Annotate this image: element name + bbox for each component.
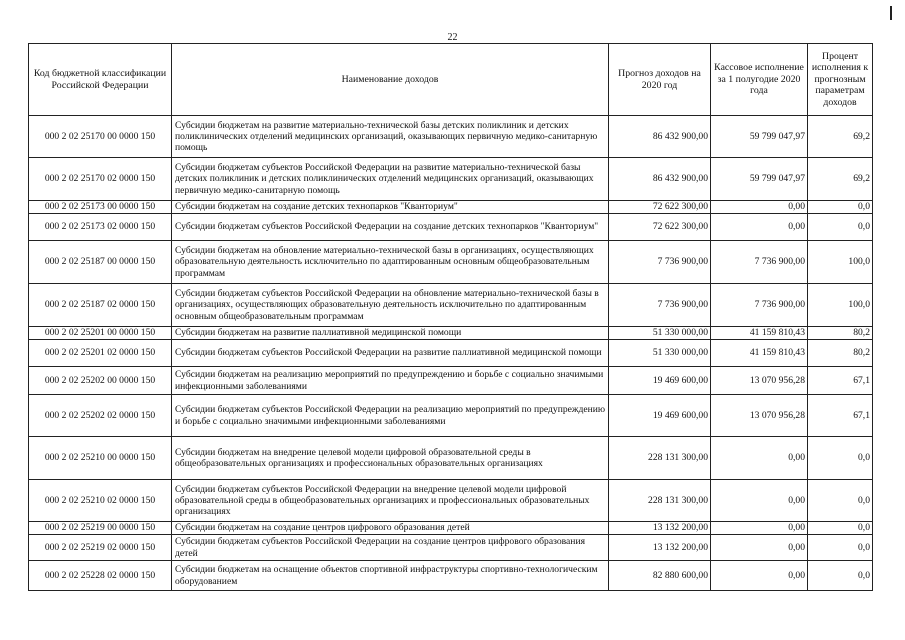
table-row bbox=[29, 116, 873, 158]
cell-code: 000 2 02 25201 02 0000 150 bbox=[29, 340, 172, 367]
cell-percent: 0,0 bbox=[808, 535, 873, 561]
table-row bbox=[29, 561, 873, 591]
cell-code: 000 2 02 25210 02 0000 150 bbox=[29, 480, 172, 522]
cell-cash: 0,00 bbox=[711, 561, 808, 591]
cell-code: 000 2 02 25187 00 0000 150 bbox=[29, 241, 172, 284]
cell-percent: 67,1 bbox=[808, 395, 873, 437]
header-cash: Кассовое исполнение за 1 полугодие 2020 года bbox=[711, 44, 808, 116]
table-row bbox=[29, 535, 873, 561]
cell-cash: 7 736 900,00 bbox=[711, 241, 808, 284]
cell-code: 000 2 02 25210 00 0000 150 bbox=[29, 437, 172, 480]
cell-cash: 0,00 bbox=[711, 535, 808, 561]
edge-mark bbox=[890, 6, 892, 20]
table-row bbox=[29, 214, 873, 241]
revenue-table bbox=[28, 43, 873, 591]
table-row bbox=[29, 201, 873, 214]
cell-code: 000 2 02 25173 02 0000 150 bbox=[29, 214, 172, 241]
table-row bbox=[29, 367, 873, 395]
cell-percent: 80,2 bbox=[808, 340, 873, 367]
cell-percent: 0,0 bbox=[808, 480, 873, 522]
cell-cash: 41 159 810,43 bbox=[711, 340, 808, 367]
cell-code: 000 2 02 25219 00 0000 150 bbox=[29, 522, 172, 535]
cell-name: Субсидии бюджетам субъектов Российской Федерации на развитие материально-технической базы детских поликлиник и детских поликлинических отделений медицинских организаций, оказывающих первичную медико-санитарную помощь bbox=[172, 158, 609, 201]
cell-cash: 13 070 956,28 bbox=[711, 367, 808, 395]
cell-name: Субсидии бюджетам на развитие материально-технической базы детских поликлиник и детских поликлинических отделений медицинских организаций, оказывающих первичную медико-санитарную помощь bbox=[172, 116, 609, 158]
cell-forecast: 51 330 000,00 bbox=[609, 340, 711, 367]
cell-cash: 41 159 810,43 bbox=[711, 327, 808, 340]
cell-name: Субсидии бюджетам субъектов Российской Федерации на внедрение целевой модели цифровой образовательной среды в общеобразовательных организациях и профессиональных образовательных организациях bbox=[172, 480, 609, 522]
cell-code: 000 2 02 25201 00 0000 150 bbox=[29, 327, 172, 340]
cell-code: 000 2 02 25202 02 0000 150 bbox=[29, 395, 172, 437]
cell-percent: 100,0 bbox=[808, 284, 873, 327]
table-row bbox=[29, 284, 873, 327]
cell-forecast: 51 330 000,00 bbox=[609, 327, 711, 340]
cell-name: Субсидии бюджетам субъектов Российской Федерации на реализацию мероприятий по предупреждению и борьбе с социально значимыми инфекционными заболеваниями bbox=[172, 395, 609, 437]
cell-percent: 0,0 bbox=[808, 437, 873, 480]
table-row bbox=[29, 340, 873, 367]
header-percent: Процент исполнения к прогнозным параметрам доходов bbox=[808, 44, 873, 116]
table-body bbox=[29, 116, 873, 591]
cell-percent: 0,0 bbox=[808, 214, 873, 241]
cell-code: 000 2 02 25170 00 0000 150 bbox=[29, 116, 172, 158]
header-forecast: Прогноз доходов на 2020 год bbox=[609, 44, 711, 116]
cell-forecast: 86 432 900,00 bbox=[609, 158, 711, 201]
table-row bbox=[29, 480, 873, 522]
cell-percent: 0,0 bbox=[808, 522, 873, 535]
cell-forecast: 19 469 600,00 bbox=[609, 367, 711, 395]
cell-cash: 0,00 bbox=[711, 480, 808, 522]
cell-name: Субсидии бюджетам на создание центров цифрового образования детей bbox=[172, 522, 609, 535]
cell-percent: 67,1 bbox=[808, 367, 873, 395]
cell-name: Субсидии бюджетам на развитие паллиативной медицинской помощи bbox=[172, 327, 609, 340]
cell-code: 000 2 02 25219 02 0000 150 bbox=[29, 535, 172, 561]
cell-forecast: 228 131 300,00 bbox=[609, 437, 711, 480]
cell-name: Субсидии бюджетам субъектов Российской Федерации на обновление материально-технической базы в организациях, осуществляющих образовательную деятельность исключительно по адаптированным основным общеобразовательным программам bbox=[172, 284, 609, 327]
cell-percent: 69,2 bbox=[808, 116, 873, 158]
cell-forecast: 19 469 600,00 bbox=[609, 395, 711, 437]
revenue-table-container bbox=[28, 43, 872, 591]
header-name: Наименование доходов bbox=[172, 44, 609, 116]
cell-name: Субсидии бюджетам субъектов Российской Федерации на развитие паллиативной медицинской помощи bbox=[172, 340, 609, 367]
cell-name: Субсидии бюджетам на создание детских технопарков "Кванториум" bbox=[172, 201, 609, 214]
cell-code: 000 2 02 25202 00 0000 150 bbox=[29, 367, 172, 395]
page-number: 22 bbox=[447, 32, 458, 43]
cell-cash: 0,00 bbox=[711, 437, 808, 480]
table-row bbox=[29, 327, 873, 340]
cell-percent: 80,2 bbox=[808, 327, 873, 340]
cell-forecast: 7 736 900,00 bbox=[609, 241, 711, 284]
cell-name: Субсидии бюджетам субъектов Российской Федерации на создание детских технопарков "Кванториум" bbox=[172, 214, 609, 241]
cell-forecast: 82 880 600,00 bbox=[609, 561, 711, 591]
cell-cash: 0,00 bbox=[711, 214, 808, 241]
cell-forecast: 86 432 900,00 bbox=[609, 116, 711, 158]
cell-cash: 59 799 047,97 bbox=[711, 158, 808, 201]
table-row bbox=[29, 395, 873, 437]
cell-code: 000 2 02 25228 02 0000 150 bbox=[29, 561, 172, 591]
table-row bbox=[29, 241, 873, 284]
cell-cash: 0,00 bbox=[711, 201, 808, 214]
table-header-row bbox=[29, 44, 873, 116]
cell-cash: 7 736 900,00 bbox=[711, 284, 808, 327]
cell-name: Субсидии бюджетам на реализацию мероприятий по предупреждению и борьбе с социально значимыми инфекционными заболеваниями bbox=[172, 367, 609, 395]
cell-name: Субсидии бюджетам на внедрение целевой модели цифровой образовательной среды в общеобразовательных организациях и профессиональных образовательных организациях bbox=[172, 437, 609, 480]
cell-forecast: 72 622 300,00 bbox=[609, 214, 711, 241]
cell-code: 000 2 02 25170 02 0000 150 bbox=[29, 158, 172, 201]
cell-forecast: 72 622 300,00 bbox=[609, 201, 711, 214]
cell-forecast: 228 131 300,00 bbox=[609, 480, 711, 522]
cell-cash: 13 070 956,28 bbox=[711, 395, 808, 437]
cell-percent: 100,0 bbox=[808, 241, 873, 284]
cell-name: Субсидии бюджетам субъектов Российской Федерации на создание центров цифрового образования детей bbox=[172, 535, 609, 561]
cell-forecast: 13 132 200,00 bbox=[609, 522, 711, 535]
cell-code: 000 2 02 25173 00 0000 150 bbox=[29, 201, 172, 214]
cell-percent: 0,0 bbox=[808, 561, 873, 591]
cell-code: 000 2 02 25187 02 0000 150 bbox=[29, 284, 172, 327]
table-row bbox=[29, 437, 873, 480]
cell-cash: 59 799 047,97 bbox=[711, 116, 808, 158]
cell-name: Субсидии бюджетам на обновление материально-технической базы в организациях, осуществляющих образовательную деятельность исключительно по адаптированным основным общеобразовательным программам bbox=[172, 241, 609, 284]
cell-forecast: 13 132 200,00 bbox=[609, 535, 711, 561]
cell-name: Субсидии бюджетам на оснащение объектов спортивной инфраструктуры спортивно-технологическим оборудованием bbox=[172, 561, 609, 591]
cell-percent: 69,2 bbox=[808, 158, 873, 201]
table-row bbox=[29, 522, 873, 535]
cell-cash: 0,00 bbox=[711, 522, 808, 535]
table-row bbox=[29, 158, 873, 201]
header-code: Код бюджетной классификации Российской Федерации bbox=[29, 44, 172, 116]
cell-percent: 0,0 bbox=[808, 201, 873, 214]
cell-forecast: 7 736 900,00 bbox=[609, 284, 711, 327]
